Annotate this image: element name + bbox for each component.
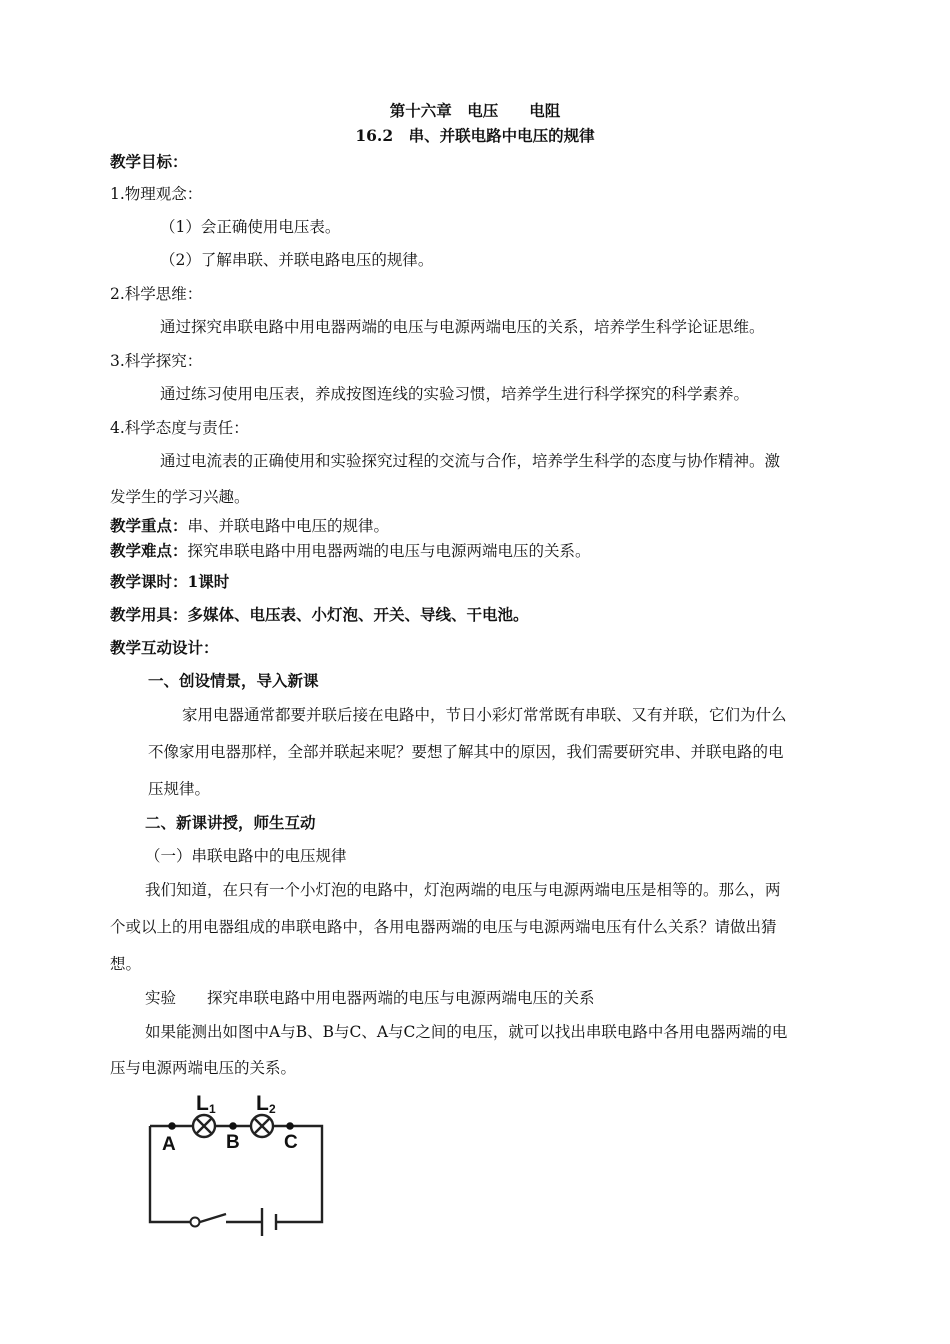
section-2-para-line2: 个或以上的用电器组成的串联电路中，各用电器两端的电压与电源两端电压有什么关系？请做出猜	[110, 918, 777, 936]
key-point-label: 教学重点：	[110, 516, 188, 535]
switch-lever	[200, 1214, 226, 1222]
goal-1-item-a: （1）会正确使用电压表。	[160, 218, 341, 236]
section-1-para-line2: 不像家用电器那样，全部并联起来呢？要想了解其中的原因，我们需要研究串、并联电路的电	[148, 743, 784, 761]
experiment-para-line1: 如果能测出如图中A与B、B与C、A与C之间的电压，就可以找出串联电路中各用电器两端的电	[145, 1023, 788, 1041]
label-point-c: C	[284, 1132, 298, 1153]
key-point	[110, 516, 389, 536]
section-2-subtitle: （一）串联电路中的电压规律	[145, 847, 347, 865]
node-c-dot	[286, 1122, 294, 1130]
goal-2-text: 通过探究串联电路中用电器两端的电压与电源两端电压的关系，培养学生科学论证思维。	[160, 318, 765, 336]
chapter-title: 第十六章 电压 电阻	[389, 101, 561, 120]
section-2-para-line3: 想。	[110, 955, 142, 973]
section-1-title: 一、创设情景，导入新课	[148, 671, 319, 690]
goal-4-text-line1: 通过电流表的正确使用和实验探究过程的交流与合作，培养学生科学的态度与协作精神。激	[160, 452, 781, 470]
class-hours: 教学课时：1课时	[110, 572, 230, 591]
lesson-title: 16.2 串、并联电路中电压的规律	[355, 126, 595, 145]
difficulty-label: 教学难点：	[110, 541, 188, 560]
goals-heading: 教学目标：	[110, 152, 188, 171]
experiment-para-line2: 压与电源两端电压的关系。	[110, 1059, 297, 1077]
series-circuit-diagram	[140, 1082, 340, 1247]
goal-1-item-b: （2）了解串联、并联电路电压的规律。	[160, 251, 434, 269]
key-point-text: 串、并联电路中电压的规律。	[187, 517, 390, 535]
node-a-dot	[168, 1122, 176, 1130]
label-l2-subscript: 2	[269, 1102, 276, 1116]
section-2-para-line1: 我们知道，在只有一个小灯泡的电路中，灯泡两端的电压与电源两端电压是相等的。那么，两	[145, 881, 781, 899]
goal-3-title: 3.科学探究：	[110, 352, 203, 370]
section-1-para-line1: 家用电器通常都要并联后接在电路中，节日小彩灯常常既有串联、又有并联，它们为什么	[182, 706, 787, 724]
label-l1: L	[196, 1092, 209, 1115]
design-heading: 教学互动设计：	[110, 638, 219, 657]
goal-2-title: 2.科学思维：	[110, 285, 203, 303]
difficulty	[110, 541, 591, 561]
label-l2: L	[256, 1092, 269, 1115]
node-b-dot	[229, 1122, 237, 1130]
experiment-title: 实验 探究串联电路中用电器两端的电压与电源两端电压的关系	[145, 989, 595, 1007]
goal-3-text: 通过练习使用电压表，养成按图连线的实验习惯，培养学生进行科学探究的科学素养。	[160, 385, 750, 403]
teaching-tools: 教学用具：多媒体、电压表、小灯泡、开关、导线、干电池。	[110, 605, 529, 624]
label-point-b: B	[226, 1132, 240, 1153]
section-1-para-line3: 压规律。	[148, 780, 211, 798]
label-point-a: A	[162, 1134, 176, 1155]
goal-1-title: 1.物理观念：	[110, 185, 203, 203]
switch-pivot	[191, 1218, 200, 1227]
goal-4-text-line2: 发学生的学习兴趣。	[110, 488, 250, 506]
goal-4-title: 4.科学态度与责任：	[110, 419, 249, 437]
circuit-wire-right	[274, 1126, 322, 1222]
section-2-title: 二、新课讲授，师生互动	[145, 813, 316, 832]
label-l1-subscript: 1	[209, 1102, 216, 1116]
difficulty-text: 探究串联电路中用电器两端的电压与电源两端电压的关系。	[187, 542, 591, 560]
